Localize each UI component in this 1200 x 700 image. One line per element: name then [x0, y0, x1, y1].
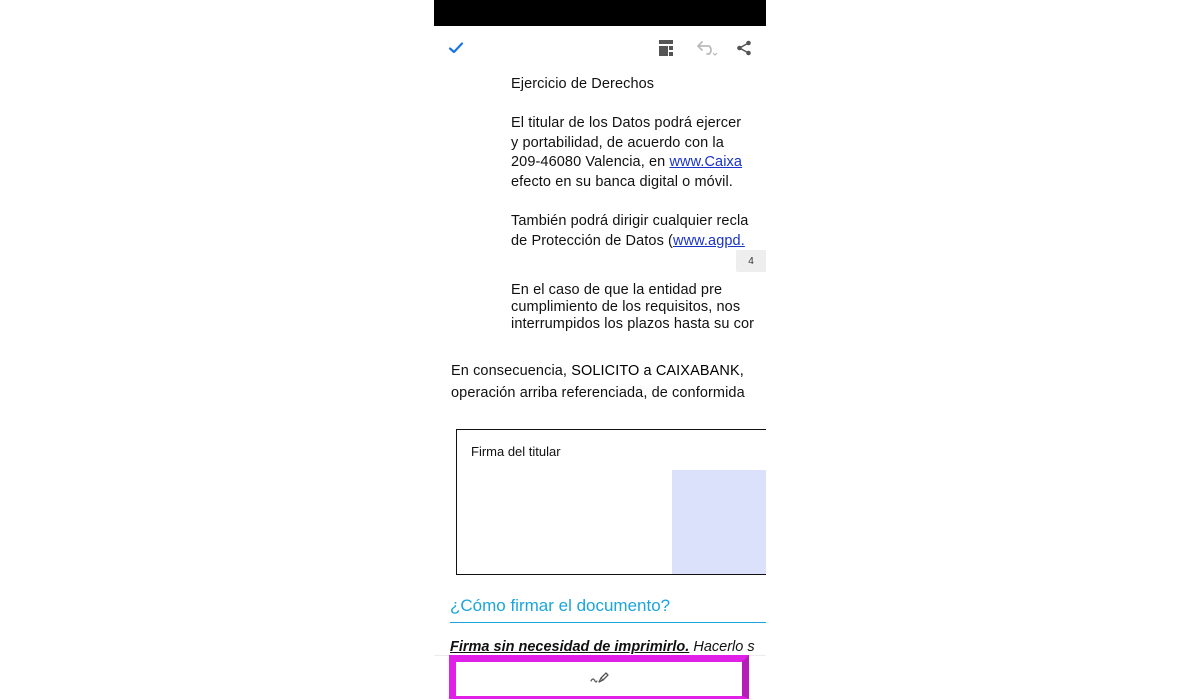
para1-line2: y portabilidad, de acuerdo con la [511, 135, 724, 151]
consequence-line2: operación arriba referenciada, de conformida [451, 385, 745, 401]
signature-box [456, 429, 766, 575]
document-view[interactable] [434, 72, 766, 655]
share-icon[interactable] [734, 38, 754, 58]
para1-line1: El titular de los Datos podrá ejercer [511, 115, 742, 131]
top-toolbar [434, 26, 766, 73]
undo-icon[interactable] [695, 38, 719, 58]
signature-label: Firma del titular [471, 444, 561, 459]
para2-line1: También podrá dirigir cualquier recla [511, 213, 749, 229]
para1-line3-text: 209-46080 Valencia, en [511, 154, 670, 170]
checkmark-icon[interactable] [446, 38, 466, 58]
consequence-prefix: En consecuencia, [451, 363, 572, 379]
para1-line3 [511, 153, 742, 173]
page-number-badge: 4 [736, 250, 766, 272]
status-bar [434, 0, 766, 26]
para3-line3: interrumpidos los plazos hasta su cor [511, 316, 755, 332]
caixa-link[interactable]: www.Caixa [669, 154, 743, 170]
para3-line1: En el caso de que la entidad pre [511, 282, 723, 298]
signature-field[interactable] [672, 470, 766, 574]
para2-line2 [511, 232, 745, 252]
layout-icon[interactable] [656, 38, 676, 58]
para1-line4: efecto en su banca digital o móvil. [511, 174, 733, 190]
section-title: ¿Cómo firmar el documento? [450, 596, 766, 623]
sign-pen-icon[interactable] [589, 670, 611, 686]
para2-line2-text: de Protección de Datos ( [511, 233, 673, 249]
sign-instructions-bold: Firma sin necesidad de imprimirlo. [450, 639, 690, 655]
para3-line2: cumplimiento de los requisitos, nos [511, 299, 741, 315]
phone-screen [434, 0, 766, 700]
sign-instructions-rest: Hacerlo s [689, 639, 755, 655]
consequence-line1 [451, 362, 744, 382]
consequence-bold: SOLICITO a CAIXABANK, [571, 363, 744, 379]
agpd-link[interactable]: www.agpd. [673, 233, 745, 249]
sign-instructions [450, 639, 755, 655]
heading-rights: Ejercicio de Derechos [511, 76, 655, 92]
